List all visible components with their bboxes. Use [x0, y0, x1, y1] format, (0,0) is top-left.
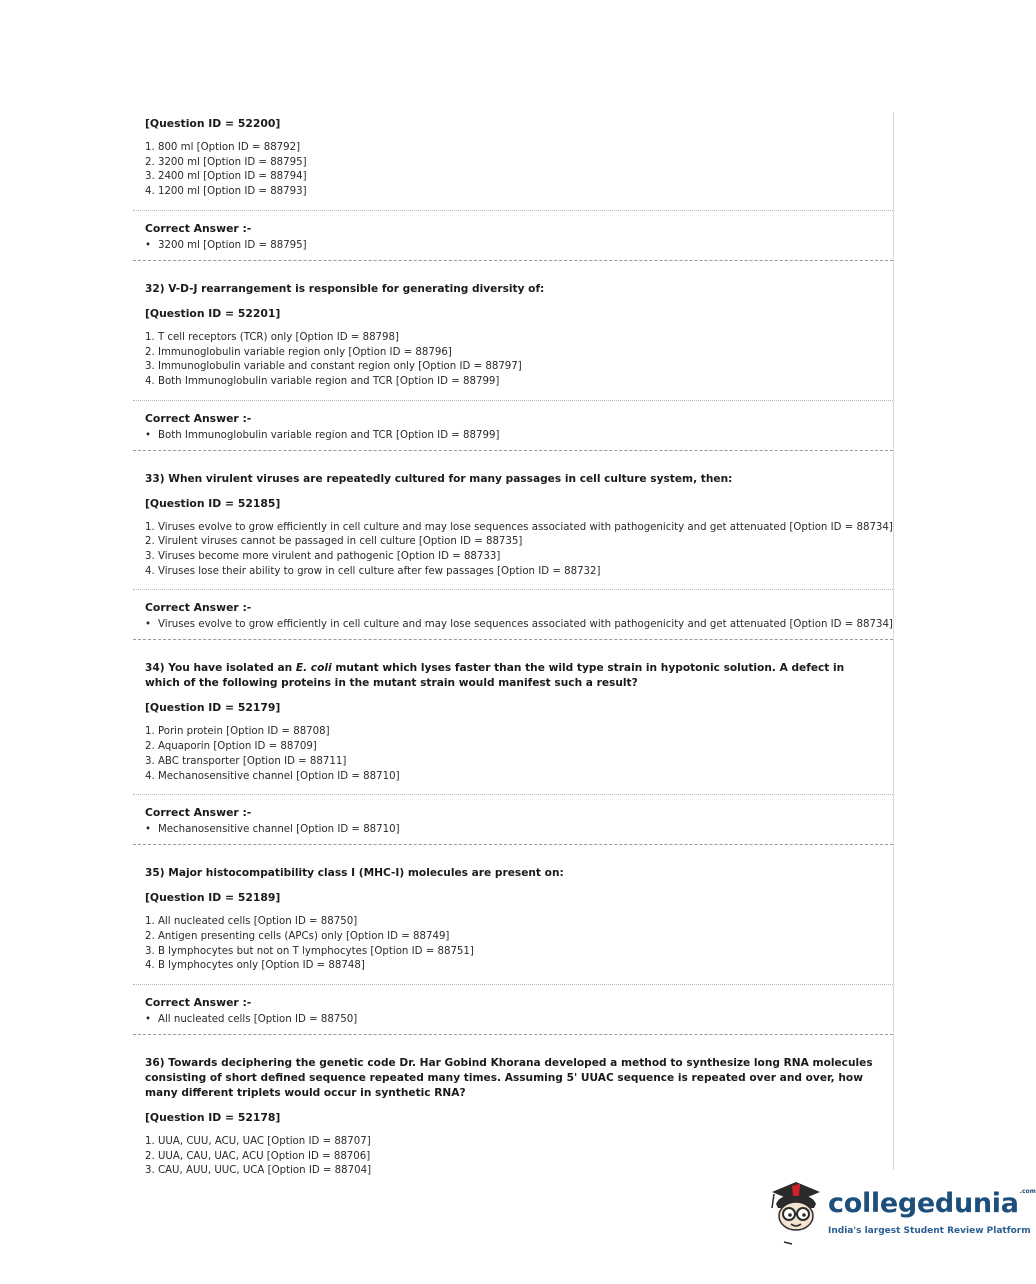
options-list: [145, 521, 893, 590]
question-id: [Question ID = 52179]: [145, 701, 281, 715]
question-block-34: [133, 661, 893, 845]
option: 3. Viruses become more virulent and pathogenic [Option ID = 88733]: [145, 551, 501, 563]
option: 4. B lymphocytes only [Option ID = 88748]: [145, 960, 365, 972]
mascot-icon: [766, 1178, 826, 1248]
option: 1. Viruses evolve to grow efficiently in cell culture and may lose sequences associated with pathogenicity and get attenuated [Option ID = 88734]: [145, 521, 893, 533]
question-title: 35) Major histocompatibility class I (MHC-I) molecules are present on:: [145, 867, 564, 880]
correct-answer: • Mechanosensitive channel [Option ID = 88710]: [145, 824, 400, 836]
divider: [133, 400, 893, 401]
option: 4. Mechanosensitive channel [Option ID = 88710]: [145, 770, 400, 782]
option: 3. Immunoglobulin variable and constant region only [Option ID = 88797]: [145, 361, 522, 373]
correct-answer: • Viruses evolve to grow efficiently in cell culture and may lose sequences associated with pathogenicity and get attenuated [Option ID = 88734]: [145, 619, 893, 631]
question-title: 36) Towards deciphering the genetic code Dr. Har Gobind Khorana developed a method to synthesize long RNA molecules consisting of short defined sequence repeated many times. Assuming 5' UUAC sequence is repeated over and over, how many different triplets would occur in synthetic RNA?: [145, 1057, 873, 1100]
options-list: [145, 331, 881, 400]
option: 1. Porin protein [Option ID = 88708]: [145, 726, 330, 738]
question-block-31: [133, 112, 893, 261]
question-paper: [133, 112, 894, 1177]
option: 1. T cell receptors (TCR) only [Option ID = 88798]: [145, 331, 399, 343]
correct-answer-label: Correct Answer :-: [145, 996, 252, 1010]
question-id: [Question ID = 52201]: [145, 306, 281, 320]
option: 2. 3200 ml [Option ID = 88795]: [145, 156, 307, 168]
brand-name: collegedunia$^{.com}$: [828, 1188, 1036, 1219]
brand-suffix: .com: [1019, 1188, 1036, 1195]
species-name: E. coli: [295, 662, 332, 675]
question-title: 34) You have isolated an E. coli mutant which lyses faster than the wild type strain in hypotonic solution. A defect in which of the following proteins in the mutant strain would manifest such a result?: [145, 662, 845, 690]
option: 2. UUA, CAU, UAC, ACU [Option ID = 88706]: [145, 1150, 371, 1162]
option: 2. Immunoglobulin variable region only [Option ID = 88796]: [145, 346, 452, 358]
correct-answer-label: Correct Answer :-: [145, 601, 252, 615]
divider: [133, 210, 893, 211]
correct-answer: • 3200 ml [Option ID = 88795]: [145, 239, 307, 251]
correct-answer-label: Correct Answer :-: [145, 221, 252, 235]
option: 3. B lymphocytes but not on T lymphocytes [Option ID = 88751]: [145, 945, 474, 957]
option: 3. 2400 ml [Option ID = 88794]: [145, 171, 307, 183]
question-divider: [133, 639, 893, 640]
question-block-32: [133, 282, 893, 451]
question-title: 32) V-D-J rearrangement is responsible for generating diversity of:: [145, 282, 545, 295]
question-divider: [133, 450, 893, 451]
correct-answer: • All nucleated cells [Option ID = 88750]: [145, 1014, 358, 1026]
question-divider: [133, 260, 893, 261]
divider: [133, 794, 893, 795]
question-id: [Question ID = 52189]: [145, 891, 281, 905]
question-block-35: [133, 866, 893, 1035]
correct-answer: • Both Immunoglobulin variable region and TCR [Option ID = 88799]: [145, 429, 500, 441]
option: 1. UUA, CUU, ACU, UAC [Option ID = 88707]: [145, 1136, 371, 1148]
divider: [133, 984, 893, 985]
options-list: [145, 141, 881, 210]
option: 3. ABC transporter [Option ID = 88711]: [145, 755, 347, 767]
question-divider: [133, 844, 893, 845]
option: 4. 1200 ml [Option ID = 88793]: [145, 186, 307, 198]
option: 4. Viruses lose their ability to grow in cell culture after few passages [Option ID = 88732]: [145, 565, 601, 577]
option: 4. Both Immunoglobulin variable region and TCR [Option ID = 88799]: [145, 375, 500, 387]
brand-tagline: India's largest Student Review Platform: [828, 1226, 1031, 1236]
question-divider: [133, 1034, 893, 1035]
options-list: [145, 915, 881, 984]
option: 1. All nucleated cells [Option ID = 88750]: [145, 916, 358, 928]
option: 3. CAU, AUU, UUC, UCA [Option ID = 88704]: [145, 1165, 372, 1177]
option: 1. 800 ml [Option ID = 88792]: [145, 142, 301, 153]
question-id: [Question ID = 52200]: [145, 117, 281, 130]
option: 2. Antigen presenting cells (APCs) only [Option ID = 88749]: [145, 930, 450, 942]
correct-answer-label: Correct Answer :-: [145, 411, 252, 425]
divider: [133, 589, 893, 590]
question-title: 33) When virulent viruses are repeatedly cultured for many passages in cell culture system, then:: [145, 472, 733, 485]
question-id: [Question ID = 52185]: [145, 496, 281, 510]
question-block-33: [133, 472, 893, 641]
collegedunia-logo: [766, 1178, 1036, 1248]
correct-answer-label: Correct Answer :-: [145, 806, 252, 820]
options-list: [145, 725, 881, 794]
option: 2. Aquaporin [Option ID = 88709]: [145, 741, 317, 753]
question-id: [Question ID = 52178]: [145, 1111, 281, 1125]
option: 2. Virulent viruses cannot be passaged in cell culture [Option ID = 88735]: [145, 536, 523, 548]
question-block-36: [133, 1056, 893, 1189]
